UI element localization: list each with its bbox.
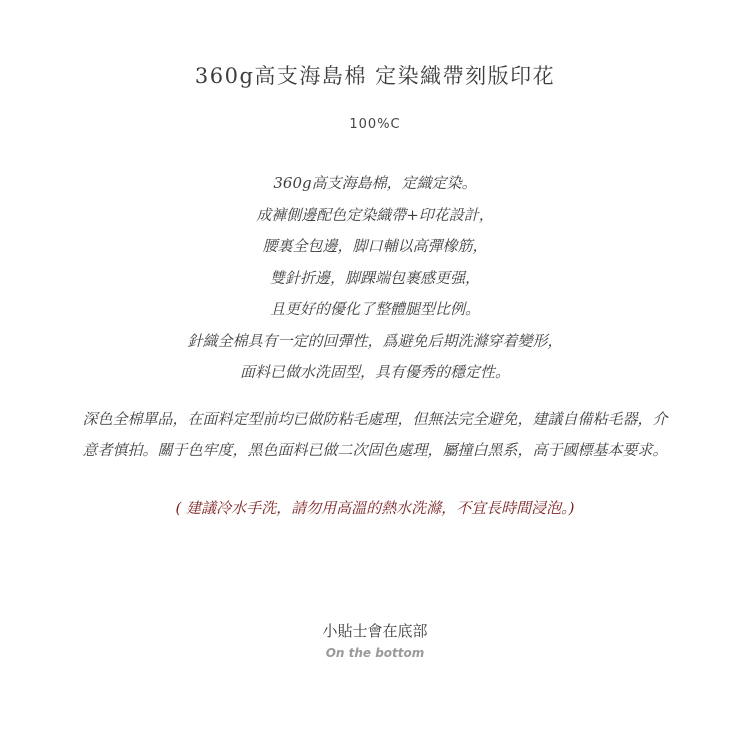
description-line: 360g高支海島棉，定織定染。 bbox=[273, 174, 477, 192]
tip-english-label: On the bottom bbox=[325, 646, 425, 660]
care-line: 意者慎拍。關于色牢度，黑色面料已做二次固色處理，屬撞白黑系，高于國標基本要求。 bbox=[82, 441, 668, 459]
description-line: 腰裏全包邊，脚口輔以高彈橡筋， bbox=[262, 237, 488, 255]
product-title: 360g高支海島棉 定染織帶刻版印花 bbox=[194, 64, 556, 88]
description-line: 面料已做水洗固型，具有優秀的穩定性。 bbox=[239, 363, 510, 381]
washing-warning: ( 建議冷水手洗，請勿用高溫的熱水洗滌，不宜長時間浸泡。) bbox=[175, 499, 575, 517]
description-line: 成褲側邊配色定染織帶+印花設計， bbox=[256, 205, 494, 224]
product-description bbox=[0, 168, 750, 389]
description-line: 雙針折邊，脚踝端包裹感更强， bbox=[269, 268, 480, 287]
tip-label: 小貼士會在底部 bbox=[322, 622, 428, 640]
material-composition: 100%C bbox=[349, 117, 401, 132]
care-line: 深色全棉單品，在面料定型前均已做防粘毛處理，但無法完全避免，建議自備粘毛器，介 bbox=[82, 410, 668, 428]
care-notice bbox=[0, 404, 750, 466]
description-line: 且更好的優化了整體腿型比例。 bbox=[269, 300, 480, 318]
description-line: 針織全棉具有一定的回彈性，爲避免后期洗滌穿着變形， bbox=[187, 331, 563, 350]
